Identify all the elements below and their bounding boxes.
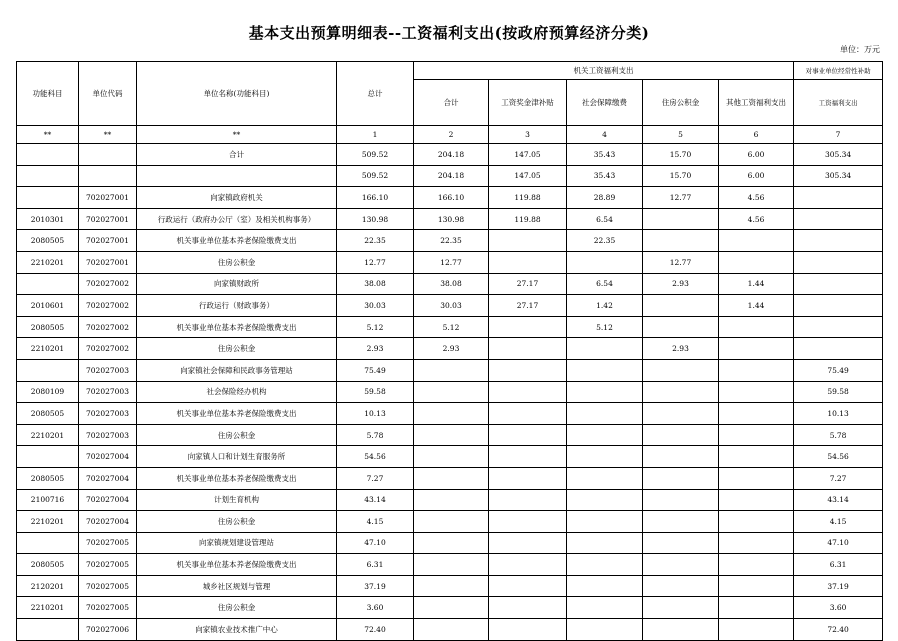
social-cell: 5.12 (567, 316, 643, 338)
sum-cell (414, 424, 489, 446)
unit-code-cell: 702027005 (79, 532, 137, 554)
housing-cell (643, 230, 719, 252)
total-cell: 10.13 (337, 403, 414, 425)
table-row (17, 446, 883, 468)
wage-cell (489, 251, 567, 273)
total-cell: 5.78 (337, 424, 414, 446)
table-row (17, 359, 883, 381)
other-cell (719, 575, 794, 597)
social-cell: 28.89 (567, 187, 643, 209)
social-cell (567, 467, 643, 489)
subsidy-cell: 47.10 (794, 532, 883, 554)
unit-name-cell: 城乡社区规划与管理 (137, 575, 337, 597)
unit-code-cell: 702027002 (79, 273, 137, 295)
social-cell (567, 489, 643, 511)
social-cell (567, 338, 643, 360)
wage-cell (489, 511, 567, 533)
subsidy-cell (794, 251, 883, 273)
sum-cell: 130.98 (414, 208, 489, 230)
total-cell: 5.12 (337, 316, 414, 338)
index-cell: ** (17, 126, 79, 144)
unit-name-cell: 机关事业单位基本养老保险缴费支出 (137, 467, 337, 489)
wage-cell: 119.88 (489, 187, 567, 209)
other-cell (719, 597, 794, 619)
unit-name-cell: 向家镇农业技术推广中心 (137, 619, 337, 641)
subsidy-cell: 7.27 (794, 467, 883, 489)
housing-cell: 12.77 (643, 251, 719, 273)
social-cell: 1.42 (567, 295, 643, 317)
sum-cell (414, 554, 489, 576)
index-cell: 4 (567, 126, 643, 144)
wage-cell (489, 403, 567, 425)
housing-cell (643, 381, 719, 403)
housing-cell (643, 532, 719, 554)
other-cell (719, 403, 794, 425)
unit-name-cell: 向家镇社会保障和民政事务管理站 (137, 359, 337, 381)
wage-cell: 27.17 (489, 295, 567, 317)
subsidy-cell (794, 273, 883, 295)
func-code-cell: 2080505 (17, 467, 79, 489)
sum-cell (414, 575, 489, 597)
func-code-cell (17, 165, 79, 187)
housing-cell (643, 424, 719, 446)
table-row (17, 467, 883, 489)
unit-label: 单位：万元 (840, 45, 880, 54)
sum-cell (414, 381, 489, 403)
header-unit-code: 单位代码 (79, 62, 137, 126)
func-code-cell: 2120201 (17, 575, 79, 597)
subsidy-cell: 6.31 (794, 554, 883, 576)
header-subsidy: 工资福利支出 (794, 80, 883, 126)
table-row (17, 381, 883, 403)
index-cell: 3 (489, 126, 567, 144)
func-code-cell: 2080109 (17, 381, 79, 403)
wage-cell (489, 489, 567, 511)
table-row (17, 230, 883, 252)
other-cell: 6.00 (719, 144, 794, 166)
wage-cell: 27.17 (489, 273, 567, 295)
subsidy-cell (794, 187, 883, 209)
total-cell: 6.31 (337, 554, 414, 576)
table-row (17, 273, 883, 295)
index-row (17, 126, 883, 144)
subsidy-cell: 305.34 (794, 144, 883, 166)
index-cell: ** (79, 126, 137, 144)
header-group-jiguan: 机关工资福利支出 (414, 62, 794, 80)
unit-code-cell: 702027003 (79, 424, 137, 446)
table-row (17, 187, 883, 209)
sum-cell (414, 489, 489, 511)
social-cell (567, 554, 643, 576)
table-row (17, 295, 883, 317)
unit-name-cell: 机关事业单位基本养老保险缴费支出 (137, 230, 337, 252)
total-cell: 166.10 (337, 187, 414, 209)
other-cell (719, 338, 794, 360)
unit-code-cell: 702027003 (79, 403, 137, 425)
index-cell: 1 (337, 126, 414, 144)
unit-name-cell: 住房公积金 (137, 424, 337, 446)
total-cell: 38.08 (337, 273, 414, 295)
housing-cell (643, 575, 719, 597)
subsidy-cell: 3.60 (794, 597, 883, 619)
unit-code-cell: 702027002 (79, 316, 137, 338)
unit-code-cell: 702027002 (79, 295, 137, 317)
unit-code-cell: 702027001 (79, 230, 137, 252)
social-cell (567, 424, 643, 446)
unit-code-cell: 702027005 (79, 597, 137, 619)
total-cell: 47.10 (337, 532, 414, 554)
unit-name-cell: 向家镇规划建设管理站 (137, 532, 337, 554)
func-code-cell: 2210201 (17, 597, 79, 619)
func-code-cell: 2080505 (17, 316, 79, 338)
index-cell: 7 (794, 126, 883, 144)
table-row (17, 338, 883, 360)
table-row (17, 511, 883, 533)
other-cell (719, 251, 794, 273)
total-cell: 75.49 (337, 359, 414, 381)
unit-name-cell: 住房公积金 (137, 338, 337, 360)
sum-cell (414, 359, 489, 381)
table-row (17, 316, 883, 338)
header-wage: 工资奖金津补贴 (489, 80, 567, 126)
func-code-cell: 2080505 (17, 230, 79, 252)
table-row (17, 575, 883, 597)
social-cell (567, 597, 643, 619)
wage-cell (489, 381, 567, 403)
unit-code-cell: 702027003 (79, 381, 137, 403)
other-cell (719, 511, 794, 533)
total-cell: 22.35 (337, 230, 414, 252)
total-cell: 43.14 (337, 489, 414, 511)
housing-cell (643, 208, 719, 230)
total-cell: 59.58 (337, 381, 414, 403)
sum-cell: 22.35 (414, 230, 489, 252)
other-cell (719, 316, 794, 338)
unit-code-cell: 702027004 (79, 511, 137, 533)
sum-cell (414, 532, 489, 554)
total-cell: 7.27 (337, 467, 414, 489)
sum-cell (414, 446, 489, 468)
unit-name-cell: 住房公积金 (137, 251, 337, 273)
header-unit-name: 单位名称(功能科目) (137, 62, 337, 126)
subsidy-cell (794, 316, 883, 338)
subsidy-cell: 37.19 (794, 575, 883, 597)
housing-cell: 12.77 (643, 187, 719, 209)
housing-cell (643, 489, 719, 511)
func-code-cell (17, 532, 79, 554)
subsidy-cell: 4.15 (794, 511, 883, 533)
social-cell (567, 446, 643, 468)
unit-code-cell: 702027006 (79, 619, 137, 641)
sum-cell (414, 597, 489, 619)
subsidy-cell: 5.78 (794, 424, 883, 446)
housing-cell: 2.93 (643, 338, 719, 360)
sum-cell: 5.12 (414, 316, 489, 338)
sum-cell (414, 619, 489, 641)
social-cell (567, 511, 643, 533)
social-cell (567, 359, 643, 381)
subsidy-cell (794, 338, 883, 360)
other-cell (719, 619, 794, 641)
unit-code-cell: 702027004 (79, 489, 137, 511)
func-code-cell: 2100716 (17, 489, 79, 511)
housing-cell (643, 554, 719, 576)
social-cell (567, 575, 643, 597)
unit-code-cell: 702027005 (79, 554, 137, 576)
wage-cell: 119.88 (489, 208, 567, 230)
housing-cell (643, 511, 719, 533)
housing-cell (643, 359, 719, 381)
social-cell (567, 403, 643, 425)
table-row (17, 619, 883, 641)
other-cell: 1.44 (719, 295, 794, 317)
wage-cell (489, 467, 567, 489)
subsidy-cell: 10.13 (794, 403, 883, 425)
func-code-cell (17, 446, 79, 468)
func-code-cell: 2210201 (17, 424, 79, 446)
sum-cell: 38.08 (414, 273, 489, 295)
total-cell: 3.60 (337, 597, 414, 619)
unit-code-cell: 702027003 (79, 359, 137, 381)
wage-cell (489, 597, 567, 619)
unit-code-cell: 702027005 (79, 575, 137, 597)
total-cell: 130.98 (337, 208, 414, 230)
subsidy-cell: 305.34 (794, 165, 883, 187)
index-cell: ** (137, 126, 337, 144)
unit-name-cell: 机关事业单位基本养老保险缴费支出 (137, 403, 337, 425)
unit-code-cell (79, 165, 137, 187)
wage-cell: 147.05 (489, 144, 567, 166)
index-cell: 5 (643, 126, 719, 144)
unit-name-cell: 计划生育机构 (137, 489, 337, 511)
header-social: 社会保障缴费 (567, 80, 643, 126)
wage-cell (489, 424, 567, 446)
header-group-subsidy: 对事业单位经常性补助 (794, 62, 883, 80)
func-code-cell (17, 619, 79, 641)
housing-cell: 15.70 (643, 165, 719, 187)
housing-cell: 2.93 (643, 273, 719, 295)
table-row (17, 208, 883, 230)
table-row (17, 144, 883, 166)
wage-cell (489, 230, 567, 252)
unit-name-cell: 住房公积金 (137, 597, 337, 619)
header-func-code: 功能科目 (17, 62, 79, 126)
wage-cell (489, 316, 567, 338)
func-code-cell (17, 187, 79, 209)
other-cell: 4.56 (719, 208, 794, 230)
subsidy-cell (794, 208, 883, 230)
index-cell: 6 (719, 126, 794, 144)
social-cell: 35.43 (567, 165, 643, 187)
social-cell: 6.54 (567, 273, 643, 295)
other-cell (719, 446, 794, 468)
housing-cell (643, 467, 719, 489)
unit-code-cell: 702027001 (79, 251, 137, 273)
wage-cell (489, 532, 567, 554)
table-row (17, 489, 883, 511)
header-total: 总计 (337, 62, 414, 126)
housing-cell (643, 446, 719, 468)
budget-table (16, 61, 883, 641)
total-cell: 54.56 (337, 446, 414, 468)
other-cell (719, 381, 794, 403)
subsidy-cell: 59.58 (794, 381, 883, 403)
func-code-cell: 2010601 (17, 295, 79, 317)
total-cell: 2.93 (337, 338, 414, 360)
unit-code-cell: 702027004 (79, 467, 137, 489)
total-cell: 30.03 (337, 295, 414, 317)
unit-name-cell: 社会保险经办机构 (137, 381, 337, 403)
subsidy-cell (794, 295, 883, 317)
unit-code-cell: 702027004 (79, 446, 137, 468)
unit-name-cell: 行政运行（财政事务） (137, 295, 337, 317)
other-cell (719, 554, 794, 576)
unit-name-cell: 向家镇财政所 (137, 273, 337, 295)
func-code-cell: 2210201 (17, 338, 79, 360)
other-cell (719, 467, 794, 489)
table-row (17, 554, 883, 576)
unit-code-cell (79, 144, 137, 166)
other-cell: 6.00 (719, 165, 794, 187)
total-cell: 12.77 (337, 251, 414, 273)
total-cell: 72.40 (337, 619, 414, 641)
wage-cell (489, 619, 567, 641)
index-cell: 2 (414, 126, 489, 144)
subsidy-cell (794, 230, 883, 252)
header-sum: 合计 (414, 80, 489, 126)
social-cell (567, 532, 643, 554)
other-cell (719, 359, 794, 381)
social-cell (567, 619, 643, 641)
total-cell: 509.52 (337, 165, 414, 187)
other-cell (719, 489, 794, 511)
sum-cell: 204.18 (414, 165, 489, 187)
subsidy-cell: 43.14 (794, 489, 883, 511)
func-code-cell: 2210201 (17, 251, 79, 273)
unit-name-cell: 向家镇政府机关 (137, 187, 337, 209)
func-code-cell: 2080505 (17, 403, 79, 425)
social-cell (567, 251, 643, 273)
wage-cell (489, 338, 567, 360)
subsidy-cell: 54.56 (794, 446, 883, 468)
unit-code-cell: 702027001 (79, 187, 137, 209)
unit-name-cell: 向家镇人口和计划生育服务所 (137, 446, 337, 468)
social-cell: 6.54 (567, 208, 643, 230)
wage-cell (489, 446, 567, 468)
other-cell (719, 230, 794, 252)
other-cell: 4.56 (719, 187, 794, 209)
func-code-cell (17, 273, 79, 295)
social-cell: 35.43 (567, 144, 643, 166)
housing-cell (643, 316, 719, 338)
func-code-cell (17, 144, 79, 166)
header-other: 其他工资福利支出 (719, 80, 794, 126)
sum-cell: 30.03 (414, 295, 489, 317)
page-title: 基本支出预算明细表--工资福利支出(按政府预算经济分类) (248, 24, 650, 42)
housing-cell (643, 597, 719, 619)
sum-cell (414, 403, 489, 425)
subsidy-cell: 72.40 (794, 619, 883, 641)
other-cell (719, 424, 794, 446)
header-housing: 住房公积金 (643, 80, 719, 126)
table-row (17, 251, 883, 273)
wage-cell: 147.05 (489, 165, 567, 187)
table-row (17, 597, 883, 619)
table-row (17, 165, 883, 187)
unit-name-cell: 行政运行（政府办公厅（室）及相关机构事务） (137, 208, 337, 230)
func-code-cell: 2080505 (17, 554, 79, 576)
social-cell (567, 381, 643, 403)
sum-cell (414, 511, 489, 533)
other-cell (719, 532, 794, 554)
sum-cell: 2.93 (414, 338, 489, 360)
unit-code-cell: 702027002 (79, 338, 137, 360)
social-cell: 22.35 (567, 230, 643, 252)
table-row (17, 532, 883, 554)
sum-cell: 12.77 (414, 251, 489, 273)
housing-cell: 15.70 (643, 144, 719, 166)
unit-name-cell: 住房公积金 (137, 511, 337, 533)
wage-cell (489, 359, 567, 381)
func-code-cell: 2010301 (17, 208, 79, 230)
table-row (17, 424, 883, 446)
unit-name-cell (137, 165, 337, 187)
unit-name-cell: 合计 (137, 144, 337, 166)
unit-name-cell: 机关事业单位基本养老保险缴费支出 (137, 554, 337, 576)
other-cell: 1.44 (719, 273, 794, 295)
housing-cell (643, 403, 719, 425)
total-cell: 4.15 (337, 511, 414, 533)
wage-cell (489, 575, 567, 597)
unit-code-cell: 702027001 (79, 208, 137, 230)
total-cell: 37.19 (337, 575, 414, 597)
sum-cell: 166.10 (414, 187, 489, 209)
sum-cell (414, 467, 489, 489)
housing-cell (643, 295, 719, 317)
func-code-cell: 2210201 (17, 511, 79, 533)
total-cell: 509.52 (337, 144, 414, 166)
subsidy-cell: 75.49 (794, 359, 883, 381)
housing-cell (643, 619, 719, 641)
sum-cell: 204.18 (414, 144, 489, 166)
func-code-cell (17, 359, 79, 381)
unit-name-cell: 机关事业单位基本养老保险缴费支出 (137, 316, 337, 338)
table-row (17, 403, 883, 425)
wage-cell (489, 554, 567, 576)
